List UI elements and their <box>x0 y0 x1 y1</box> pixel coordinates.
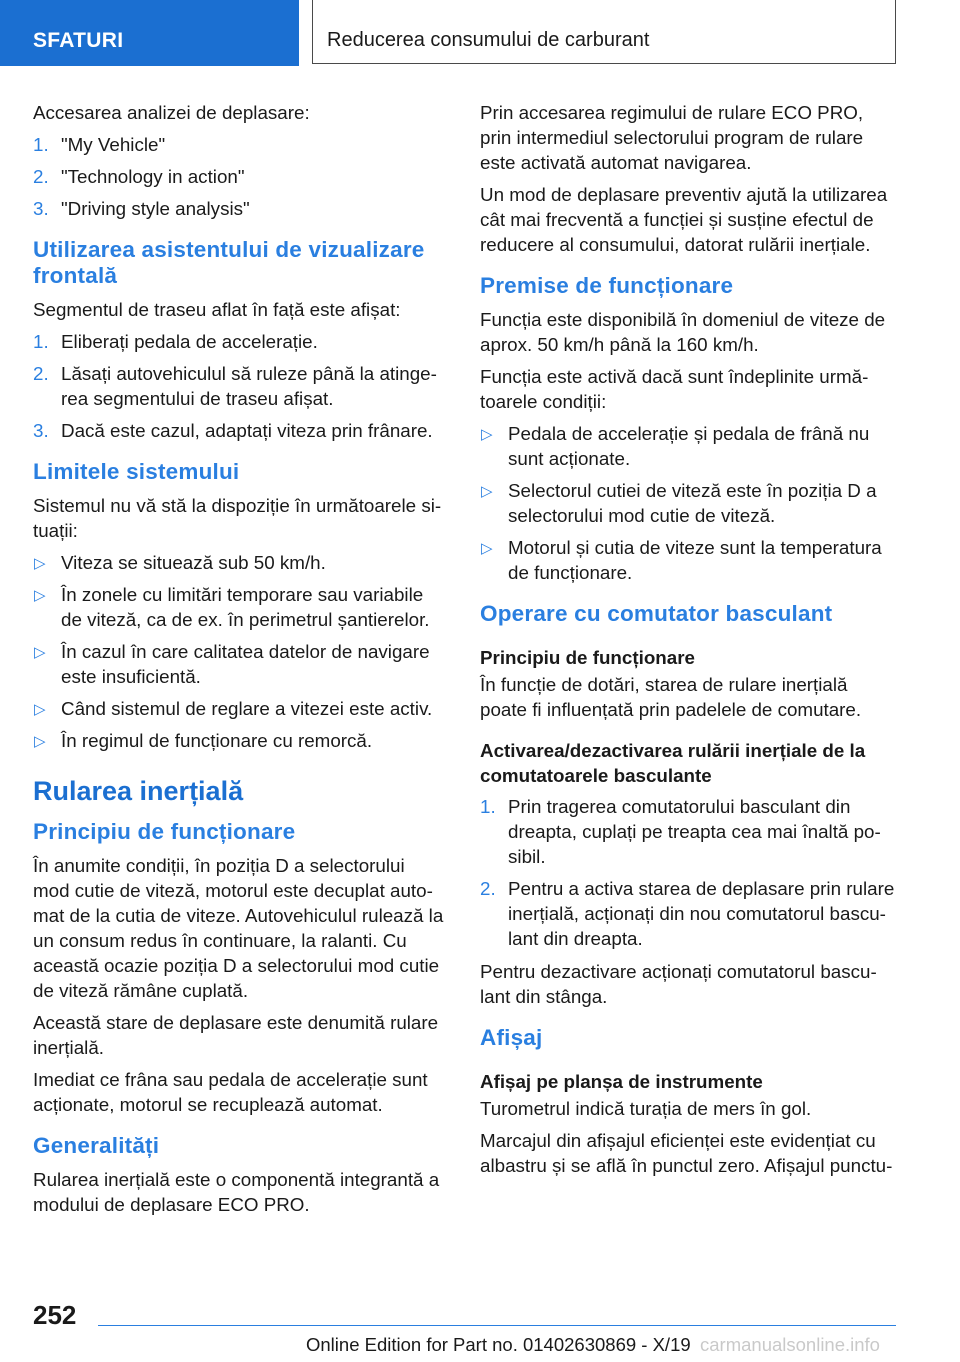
hud-text: Segmentul de traseu aflat în față este afișat: <box>33 299 401 320</box>
heading-coasting: Rularea inerțială <box>33 776 244 806</box>
step-number: 3. <box>33 420 49 441</box>
bullet-text: Motorul și cutia de viteze sunt la temperatura de funcționare. <box>508 537 882 583</box>
watermark-text: carmanualsonline.info <box>700 1334 880 1355</box>
limits-text: Sistemul nu vă stă la dispoziție în următoarele si-tuații: <box>33 495 442 541</box>
subheading-principle: Principiu de funcționare <box>480 647 695 668</box>
limits-bullets <box>33 550 445 753</box>
preventive-paragraph: Un mod de deplasare preventiv ajută la utilizarea cât mai frecventă a funcției și susține efectul de reducere al consumului, datorat rulării inerțiale. <box>480 184 888 255</box>
list-item <box>33 728 445 753</box>
heading-display: Afișaj <box>480 1025 543 1050</box>
heading-premise: Premise de funcționare <box>480 273 734 298</box>
step-text: "Technology in action" <box>61 166 245 187</box>
step-number: 2. <box>33 363 49 384</box>
triangle-bullet-icon: ▷ <box>481 426 493 443</box>
heading-limits: Limitele sistemului <box>33 459 240 484</box>
bullet-text: Viteza se situează sub 50 km/h. <box>61 552 326 573</box>
list-item <box>480 876 896 951</box>
section-tab: SFATURI <box>0 0 299 66</box>
page-header <box>0 0 960 66</box>
chapter-title: Reducerea consumului de carburant <box>312 0 896 64</box>
step-number: 2. <box>480 878 496 899</box>
triangle-bullet-icon: ▷ <box>481 540 493 557</box>
list-item <box>33 550 445 575</box>
bullet-text: În zonele cu limitări temporare sau variabile de viteză, ca de ex. în perimetrul șantierelor. <box>61 584 430 630</box>
heading-general: Generalități <box>33 1133 160 1158</box>
bullet-text: În cazul în care calitatea datelor de navigare este insuficientă. <box>61 641 430 687</box>
edition-text: Online Edition for Part no. 01402630869 - X/19 <box>306 1334 691 1355</box>
general-paragraph-1: Rularea inerțială este o componentă integrantă a modului de deplasare ECO PRO. <box>33 1169 440 1215</box>
list-item <box>480 421 896 471</box>
list-item <box>33 196 445 221</box>
premise-paragraph-2: Funcția este activă dacă sunt îndeplinite urmă-toarele condiții: <box>480 366 869 412</box>
principle-paragraph-3: Imediat ce frâna sau pedala de accelerație sunt acționate, motorul se recuplează automat. <box>33 1069 428 1115</box>
premise-paragraph-1: Funcția este disponibilă în domeniul de viteze de aprox. 50 km/h până la 160 km/h. <box>480 309 886 355</box>
heading-rocker: Operare cu comutator basculant <box>480 601 833 626</box>
list-item <box>480 535 896 585</box>
list-item <box>33 582 445 632</box>
triangle-bullet-icon: ▷ <box>34 587 46 604</box>
step-text: "Driving style analysis" <box>61 198 250 219</box>
display-paragraph-1: Turometrul indică turația de mers în gol. <box>480 1098 812 1119</box>
rocker-steps <box>480 794 896 951</box>
step-text: "My Vehicle" <box>61 134 166 155</box>
heading-hud: Utilizarea asistentului de vizualizare frontală <box>33 237 425 288</box>
bullet-text: Pedala de accelerație și pedala de frână nu sunt acționate. <box>508 423 870 469</box>
rocker-paragraph-1: În funcție de dotări, starea de rulare inerțială poate fi influențată prin padelele de comutare. <box>480 674 862 720</box>
list-item <box>33 639 445 689</box>
subheading-cluster: Afișaj pe planșa de instrumente <box>480 1071 763 1092</box>
page-number: 252 <box>33 1300 77 1330</box>
list-item <box>33 164 445 189</box>
step-text: Prin tragerea comutatorului basculant din dreapta, cuplați pe treapta cea mai înaltă po-sibil. <box>508 796 881 867</box>
list-item <box>33 132 445 157</box>
triangle-bullet-icon: ▷ <box>34 733 46 750</box>
step-number: 1. <box>33 134 49 155</box>
list-item <box>480 478 896 528</box>
list-item <box>480 794 896 869</box>
triangle-bullet-icon: ▷ <box>34 644 46 661</box>
menu-steps <box>33 132 445 221</box>
list-item <box>33 361 445 411</box>
list-item <box>33 696 445 721</box>
triangle-bullet-icon: ▷ <box>34 701 46 718</box>
step-text: Pentru a activa starea de deplasare prin rulare inerțială, acționați din nou comutatorul bascu-lant din dreapta. <box>508 878 895 949</box>
step-text: Lăsați autovehiculul să ruleze până la atinge-rea segmentului de traseu afișat. <box>61 363 437 409</box>
bullet-text: În regimul de funcționare cu remorcă. <box>61 730 373 751</box>
rocker-paragraph-2: Pentru dezactivare acționați comutatorul bascu-lant din stânga. <box>480 961 877 1007</box>
step-number: 3. <box>33 198 49 219</box>
right-column <box>480 100 896 1185</box>
heading-principle: Principiu de funcționare <box>33 819 296 844</box>
left-column <box>33 100 445 1224</box>
step-text: Eliberați pedala de accelerație. <box>61 331 318 352</box>
step-number: 2. <box>33 166 49 187</box>
triangle-bullet-icon: ▷ <box>481 483 493 500</box>
hud-steps <box>33 329 445 443</box>
bullet-text: Selectorul cutiei de viteză este în poziția D a selectorului mod cutie de viteză. <box>508 480 877 526</box>
list-item <box>33 418 445 443</box>
bullet-text: Când sistemul de reglare a vitezei este activ. <box>61 698 433 719</box>
subheading-activate: Activarea/dezactivarea rulării inerțiale de la comutatoarele basculante <box>480 740 866 786</box>
footer-divider <box>98 1325 896 1326</box>
triangle-bullet-icon: ▷ <box>34 555 46 572</box>
display-paragraph-2: Marcajul din afișajul eficienței este evidențiat cu albastru și se află în punctul zero. Afișajul punctu- <box>480 1130 893 1176</box>
premise-bullets <box>480 421 896 585</box>
principle-paragraph-1: În anumite condiții, în poziția D a selectorului mod cutie de viteză, motorul este decuplat auto-mat de la cutia de viteze. Autovehiculul rulează la un consum redus în continuare, la ralanti. Cu această ocazie poziția D a selectorului mod cutie de viteză rămâne cuplată. <box>33 855 444 1001</box>
eco-pro-paragraph: Prin accesarea regimului de rulare ECO PRO, prin intermediul selectorului program de rulare este activată automat navigarea. <box>480 102 864 173</box>
step-number: 1. <box>480 796 496 817</box>
principle-paragraph-2: Această stare de deplasare este denumită rulare inerțială. <box>33 1012 439 1058</box>
list-item <box>33 329 445 354</box>
step-text: Dacă este cazul, adaptați viteza prin frânare. <box>61 420 433 441</box>
step-number: 1. <box>33 331 49 352</box>
intro-text: Accesarea analizei de deplasare: <box>33 102 310 123</box>
